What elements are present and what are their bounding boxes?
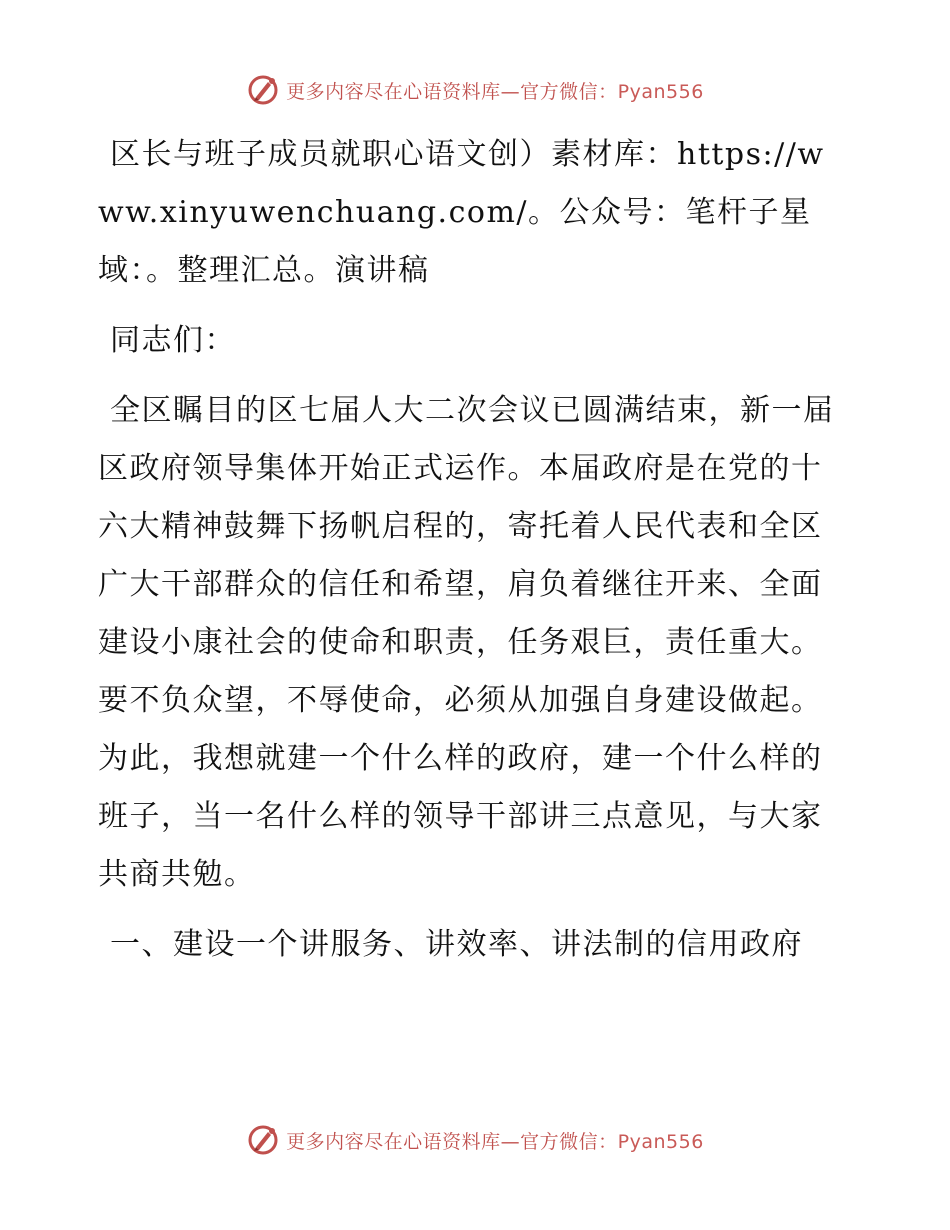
- paragraph-intro: 区长与班子成员就职心语文创）素材库：https://www.xinyuwenchuang.com/。公众号：笔杆子星域：。整理汇总。演讲稿: [98, 137, 825, 288]
- header-banner: [0, 70, 950, 110]
- paragraph-salutation: 同志们：: [110, 323, 236, 358]
- footer-banner: [0, 1120, 950, 1160]
- paragraph-body: 全区瞩目的区七届人大二次会议已圆满结束，新一届区政府领导集体开始正式运作。本届政府是在党的十六大精神鼓舞下扬帆启程的，寄托着人民代表和全区广大干部群众的信任和希望，肩负着继往开来、全面建设小康社会的使命和职责，任务艰巨，责任重大。要不负众望，不辱使命，必须从加强自身建设做起。为此，我想就建一个什么样的政府，建一个什么样的班子，当一名什么样的领导干部讲三点意见，与大家共商共勉。: [98, 393, 835, 892]
- pen-logo-icon: [246, 73, 280, 107]
- banner-text: 更多内容尽在心语资料库—官方微信：Pyan556: [286, 1130, 704, 1153]
- banner-text: 更多内容尽在心语资料库—官方微信：Pyan556: [286, 80, 704, 103]
- document-body: [98, 126, 850, 974]
- section-heading: 一、建设一个讲服务、讲效率、讲法制的信用政府: [110, 927, 803, 962]
- pen-logo-icon: [246, 1123, 280, 1157]
